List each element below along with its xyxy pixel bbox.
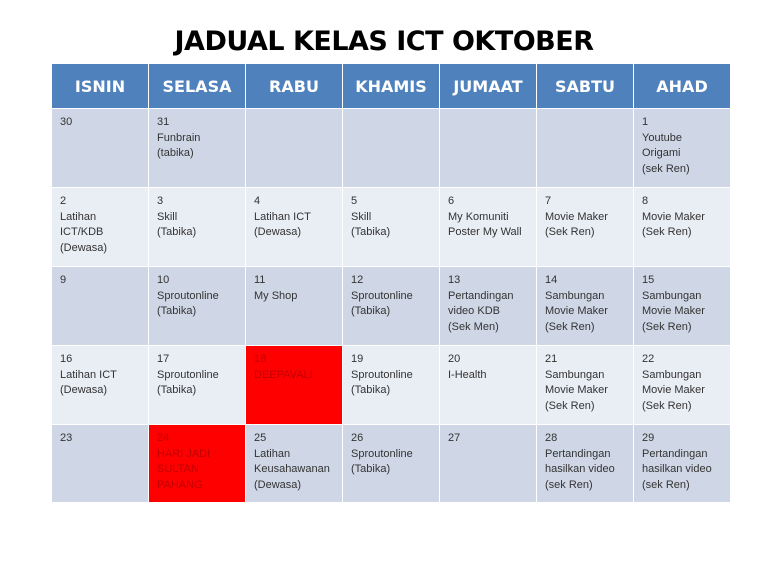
calendar-day-cell: [440, 109, 537, 188]
day-number: 28: [545, 432, 558, 444]
calendar-day-cell-holiday: [149, 425, 246, 503]
class-entry-line: (Tabika): [351, 384, 391, 396]
class-entry-line: Sproutonline: [351, 289, 413, 302]
day-header: RABU: [246, 64, 343, 109]
class-entry-line: (Sek Ren): [642, 226, 692, 238]
day-number: 24: [157, 432, 170, 444]
day-header: AHAD: [634, 64, 731, 109]
class-entry-line: My Shop: [254, 289, 298, 302]
calendar-day-cell: [634, 188, 731, 267]
calendar-day-cell: [52, 109, 149, 188]
class-entry-line: DEEPAVALI: [254, 368, 313, 381]
class-entry-line: (Dewasa): [60, 241, 108, 254]
class-entry-line: Sproutonline: [351, 368, 413, 381]
day-header: JUMAAT: [440, 64, 537, 109]
class-entry-line: Movie Maker: [545, 210, 608, 223]
class-entry-line: Sproutonline: [157, 368, 219, 381]
day-number: 4: [254, 195, 261, 207]
class-entry-line: Pertandingan: [642, 447, 708, 460]
class-entry-line: Movie Maker: [545, 384, 608, 396]
calendar-day-cell: [149, 188, 246, 267]
class-entry-line: I-Health: [448, 368, 487, 381]
calendar-day-cell: [246, 425, 343, 503]
class-entry-line: Youtube: [642, 131, 682, 144]
class-entry-line: Origami: [642, 147, 681, 159]
day-number: 2: [60, 195, 67, 207]
class-entry-line: Pertandingan: [545, 447, 611, 460]
class-entry-line: (tabika): [157, 147, 194, 159]
day-number: 8: [642, 195, 649, 207]
calendar-week-row: [52, 267, 731, 346]
day-header: ISNIN: [52, 64, 149, 109]
class-entry-line: (Tabika): [351, 463, 391, 475]
day-header: KHAMIS: [343, 64, 440, 109]
calendar-week-row: [52, 109, 731, 188]
day-number: 20: [448, 353, 461, 365]
calendar-day-cell: [634, 109, 731, 188]
class-entry-line: Pertandingan: [448, 289, 514, 302]
calendar-table: [51, 63, 731, 503]
calendar-day-cell: [634, 425, 731, 503]
day-number: 30: [60, 116, 73, 128]
calendar-day-cell: [440, 425, 537, 503]
day-number: 10: [157, 274, 170, 286]
day-number: 27: [448, 432, 461, 444]
class-entry-line: (sek Ren): [545, 478, 593, 491]
class-entry-line: (Sek Ren): [642, 320, 692, 333]
day-number: 3: [157, 195, 164, 207]
calendar-day-cell: [343, 188, 440, 267]
class-entry-line: video KDB: [448, 305, 500, 317]
class-entry-line: ICT/KDB: [60, 226, 104, 238]
class-entry-line: My Komuniti: [448, 210, 509, 223]
day-number: 17: [157, 353, 170, 365]
calendar-week-row: [52, 425, 731, 503]
calendar-week-row: [52, 346, 731, 425]
day-number: 25: [254, 432, 267, 444]
day-number: 9: [60, 274, 67, 286]
class-entry-line: Sambungan: [545, 289, 605, 302]
class-entry-line: Movie Maker: [642, 305, 705, 317]
calendar-week-row: [52, 188, 731, 267]
class-entry-line: Sambungan: [642, 289, 702, 302]
calendar-header-row: [52, 64, 731, 109]
class-entry-line: Skill: [351, 210, 372, 223]
class-entry-line: Latihan: [254, 447, 291, 460]
calendar-day-cell: [246, 267, 343, 346]
class-entry-line: Movie Maker: [545, 305, 608, 317]
calendar-day-cell-holiday: [246, 346, 343, 425]
calendar-day-cell: [537, 109, 634, 188]
class-entry-line: Latihan ICT: [60, 368, 117, 381]
class-entry-line: hasilkan video: [545, 463, 615, 475]
class-entry-line: (Dewasa): [254, 478, 302, 491]
calendar-day-cell: [440, 346, 537, 425]
day-number: 22: [642, 353, 655, 365]
calendar-day-cell: [149, 109, 246, 188]
class-entry-line: Sambungan: [545, 368, 605, 381]
class-entry-line: SULTAN: [157, 463, 199, 475]
day-number: 31: [157, 116, 170, 128]
class-entry-line: (sek Ren): [642, 162, 690, 175]
day-number: 5: [351, 195, 358, 207]
day-number: 16: [60, 353, 73, 365]
day-number: 14: [545, 274, 558, 286]
calendar-day-cell: [537, 425, 634, 503]
class-entry-line: hasilkan video: [642, 463, 712, 475]
day-number: 21: [545, 353, 558, 365]
class-entry-line: Sproutonline: [351, 447, 413, 460]
calendar-day-cell: [246, 188, 343, 267]
calendar-day-cell: [537, 346, 634, 425]
day-number: 23: [60, 432, 73, 444]
class-entry-line: Sambungan: [642, 368, 702, 381]
class-entry-line: (Tabika): [157, 384, 197, 396]
calendar-day-cell: [52, 188, 149, 267]
day-number: 19: [351, 353, 364, 365]
class-entry-line: Poster My Wall: [448, 226, 522, 238]
class-entry-line: (Dewasa): [60, 384, 108, 396]
class-entry-line: Latihan ICT: [254, 210, 311, 223]
calendar-day-cell: [149, 346, 246, 425]
day-number: 6: [448, 195, 455, 207]
calendar-day-cell: [343, 267, 440, 346]
calendar-day-cell: [149, 267, 246, 346]
day-number: 26: [351, 432, 364, 444]
calendar-day-cell: [537, 188, 634, 267]
calendar-day-cell: [537, 267, 634, 346]
calendar-day-cell: [52, 425, 149, 503]
class-entry-line: (Sek Ren): [545, 320, 595, 333]
class-entry-line: (Tabika): [351, 305, 391, 317]
calendar-day-cell: [634, 346, 731, 425]
day-header: SABTU: [537, 64, 634, 109]
calendar-day-cell: [440, 188, 537, 267]
calendar-day-cell: [634, 267, 731, 346]
class-entry-line: Latihan: [60, 210, 97, 223]
class-entry-line: (Tabika): [351, 226, 391, 238]
class-entry-line: (Tabika): [157, 226, 197, 238]
page-title: JADUAL KELAS ICT OKTOBER: [174, 26, 594, 57]
day-number: 29: [642, 432, 655, 444]
calendar-day-cell: [343, 109, 440, 188]
day-number: 1: [642, 116, 649, 128]
calendar-day-cell: [246, 109, 343, 188]
day-number: 18: [254, 353, 267, 365]
class-entry-line: Funbrain: [157, 131, 201, 144]
day-number: 15: [642, 274, 655, 286]
class-entry-line: Skill: [157, 210, 178, 223]
calendar-day-cell: [343, 346, 440, 425]
class-entry-line: Movie Maker: [642, 384, 705, 396]
calendar-day-cell: [343, 425, 440, 503]
class-entry-line: Sproutonline: [157, 289, 219, 302]
class-entry-line: Keusahawanan: [254, 463, 330, 475]
class-entry-line: (Sek Ren): [545, 226, 595, 238]
class-entry-line: HARI JADI: [157, 447, 211, 460]
calendar-day-cell: [440, 267, 537, 346]
class-entry-line: (Tabika): [157, 305, 197, 317]
day-number: 12: [351, 274, 364, 286]
day-number: 7: [545, 195, 552, 207]
day-header: SELASA: [149, 64, 246, 109]
class-entry-line: (Dewasa): [254, 226, 302, 238]
calendar-day-cell: [52, 267, 149, 346]
day-number: 11: [254, 274, 266, 286]
class-entry-line: (sek Ren): [642, 478, 690, 491]
class-entry-line: (Sek Ren): [642, 399, 692, 412]
class-entry-line: PAHANG: [157, 478, 203, 491]
class-entry-line: Movie Maker: [642, 210, 705, 223]
class-entry-line: (Sek Men): [448, 320, 499, 333]
calendar-day-cell: [52, 346, 149, 425]
class-entry-line: (Sek Ren): [545, 399, 595, 412]
day-number: 13: [448, 274, 461, 286]
